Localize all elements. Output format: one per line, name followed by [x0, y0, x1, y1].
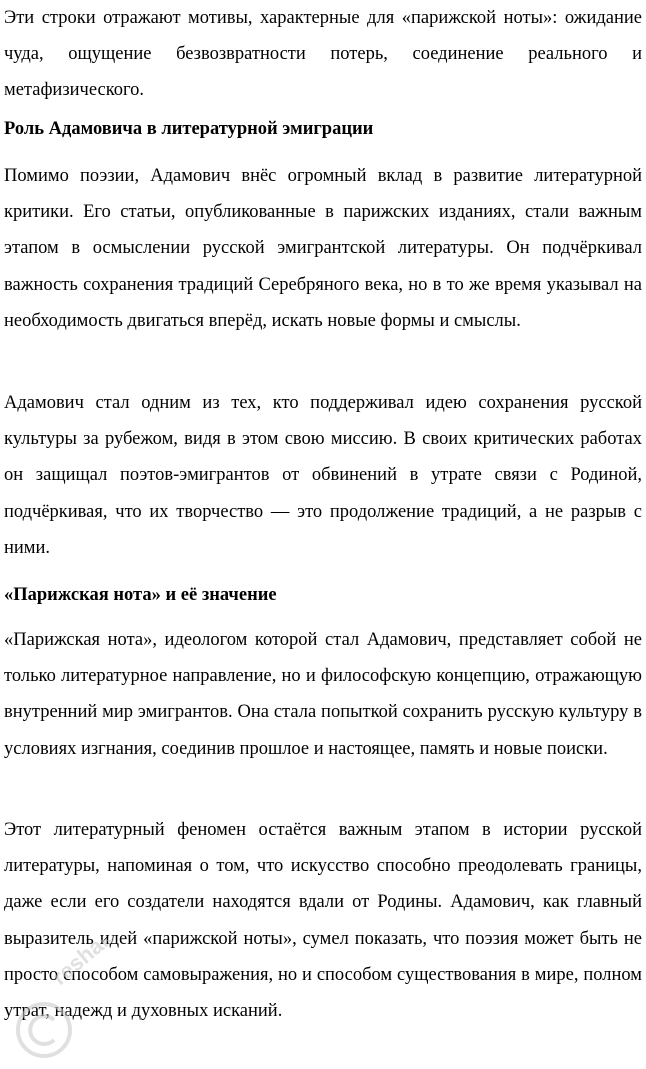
paragraph-mission: Адамович стал одним из тех, кто поддерживал идею сохранения русской культуры за рубежом, видя в этом свою миссию. В своих критических работах он защищал поэтов-эмигрантов от обвинений в утрате связи с Родиной, подчёркивая, что их творчество — это продолжение традиций, а не разрыв с ними. — [4, 393, 642, 558]
section-heading-parisian-note: «Парижская нота» и её значение — [4, 585, 277, 605]
paragraph-conclusion: Этот литературный феномен остаётся важным этапом в истории русской литературы, напоминая о том, что искусство способно преодолевать границы, даже если его создатели находятся вдали от Родины. Адамович, как главный выразитель идей «парижской ноты», сумел показать, что поэзия может быть не просто способом самовыражения, но и способом существования в мире, полном утрат, надежд и духовных исканий. — [4, 820, 642, 1022]
paragraph-intro: Эти строки отражают мотивы, характерные для «парижской ноты»: ожидание чуда, ощущение безвозвратности потерь, соединение реального и метафизического. — [4, 8, 642, 101]
watermark-text: reshak.ru — [47, 940, 140, 990]
section-heading-role: Роль Адамовича в литературной эмиграции — [4, 119, 374, 139]
paragraph-criticism: Помимо поэзии, Адамович внёс огромный вклад в развитие литературной критики. Его статьи, опубликованные в парижских изданиях, стали важным этапом в осмыслении русской эмигрантской литературы. Он подчёркивал важность сохранения традиций Серебряного века, но в то же время указывал на необходимость двигаться вперёд, искать новые формы и смыслы. — [4, 166, 642, 331]
paragraph-parisian-note: «Парижская нота», идеологом которой стал Адамович, представляет собой не только литературное направление, но и философскую концепцию, отражающую внутренний мир эмигрантов. Она стала попыткой сохранить русскую культуру в условиях изгнания, соединив прошлое и настоящее, память и новые поиски. — [4, 630, 642, 759]
